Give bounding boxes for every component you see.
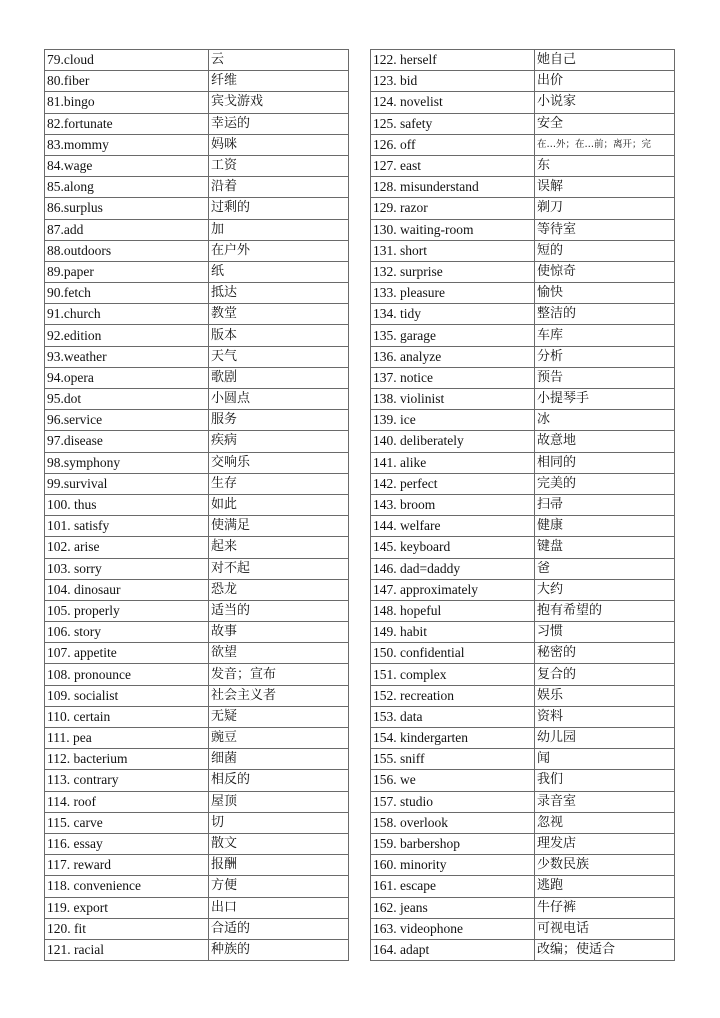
vocab-row <box>45 537 349 558</box>
english-word: 105. properly <box>45 600 209 621</box>
chinese-meaning: 键盘 <box>535 537 675 558</box>
chinese-meaning: 版本 <box>209 325 349 346</box>
vocab-row <box>45 558 349 579</box>
english-word: 107. appetite <box>45 643 209 664</box>
chinese-meaning: 出口 <box>209 897 349 918</box>
english-word: 127. east <box>371 155 535 176</box>
english-word: 102. arise <box>45 537 209 558</box>
chinese-meaning: 过剩的 <box>209 198 349 219</box>
english-word: 108. pronounce <box>45 664 209 685</box>
english-word: 117. reward <box>45 855 209 876</box>
english-word: 84.wage <box>45 155 209 176</box>
chinese-meaning: 愉快 <box>535 283 675 304</box>
chinese-meaning: 牛仔裤 <box>535 897 675 918</box>
vocab-row <box>371 706 675 727</box>
vocab-row <box>371 410 675 431</box>
chinese-meaning: 理发店 <box>535 833 675 854</box>
english-word: 157. studio <box>371 791 535 812</box>
chinese-meaning: 误解 <box>535 177 675 198</box>
vocab-row <box>45 240 349 261</box>
chinese-meaning: 合适的 <box>209 918 349 939</box>
vocab-table-left <box>44 49 349 961</box>
vocab-row <box>45 261 349 282</box>
english-word: 153. data <box>371 706 535 727</box>
english-word: 101. satisfy <box>45 516 209 537</box>
english-word: 110. certain <box>45 706 209 727</box>
chinese-meaning: 加 <box>209 219 349 240</box>
chinese-meaning: 故事 <box>209 622 349 643</box>
english-word: 163. videophone <box>371 918 535 939</box>
chinese-meaning: 恐龙 <box>209 579 349 600</box>
english-word: 111. pea <box>45 728 209 749</box>
chinese-meaning: 相反的 <box>209 770 349 791</box>
chinese-meaning: 纸 <box>209 261 349 282</box>
chinese-meaning: 社会主义者 <box>209 685 349 706</box>
english-word: 161. escape <box>371 876 535 897</box>
vocab-row <box>371 664 675 685</box>
english-word: 80.fiber <box>45 71 209 92</box>
english-word: 131. short <box>371 240 535 261</box>
english-word: 125. safety <box>371 113 535 134</box>
vocab-row <box>371 240 675 261</box>
chinese-meaning: 如此 <box>209 494 349 515</box>
chinese-meaning: 故意地 <box>535 431 675 452</box>
english-word: 141. alike <box>371 452 535 473</box>
vocab-row <box>45 494 349 515</box>
vocab-row <box>45 918 349 939</box>
vocab-row <box>45 431 349 452</box>
vocab-row <box>45 728 349 749</box>
vocab-row <box>45 664 349 685</box>
english-word: 82.fortunate <box>45 113 209 134</box>
vocab-row <box>371 833 675 854</box>
english-word: 142. perfect <box>371 473 535 494</box>
english-word: 121. racial <box>45 939 209 960</box>
vocab-row <box>371 579 675 600</box>
english-word: 98.symphony <box>45 452 209 473</box>
english-word: 96.service <box>45 410 209 431</box>
english-word: 112. bacterium <box>45 749 209 770</box>
vocab-row <box>45 134 349 155</box>
chinese-meaning: 复合的 <box>535 664 675 685</box>
vocab-row <box>371 516 675 537</box>
chinese-meaning: 相同的 <box>535 452 675 473</box>
vocab-row <box>45 579 349 600</box>
vocab-row <box>371 600 675 621</box>
vocab-row <box>45 155 349 176</box>
vocab-row <box>371 325 675 346</box>
vocab-row <box>45 198 349 219</box>
vocab-row <box>45 833 349 854</box>
chinese-meaning: 歌剧 <box>209 367 349 388</box>
english-word: 139. ice <box>371 410 535 431</box>
english-word: 149. habit <box>371 622 535 643</box>
vocab-row <box>371 346 675 367</box>
chinese-meaning: 东 <box>535 155 675 176</box>
english-word: 162. jeans <box>371 897 535 918</box>
english-word: 123. bid <box>371 71 535 92</box>
vocab-row <box>45 389 349 410</box>
chinese-meaning: 切 <box>209 812 349 833</box>
chinese-meaning: 工资 <box>209 155 349 176</box>
english-word: 87.add <box>45 219 209 240</box>
chinese-meaning: 抵达 <box>209 283 349 304</box>
vocab-row <box>45 325 349 346</box>
chinese-meaning: 等待室 <box>535 219 675 240</box>
english-word: 133. pleasure <box>371 283 535 304</box>
english-word: 147. approximately <box>371 579 535 600</box>
vocab-row <box>45 749 349 770</box>
english-word: 118. convenience <box>45 876 209 897</box>
chinese-meaning: 适当的 <box>209 600 349 621</box>
vocab-row <box>45 71 349 92</box>
english-word: 132. surprise <box>371 261 535 282</box>
english-word: 90.fetch <box>45 283 209 304</box>
chinese-meaning: 纤维 <box>209 71 349 92</box>
chinese-meaning: 大约 <box>535 579 675 600</box>
vocab-table-right-body <box>371 50 675 961</box>
vocab-row <box>45 770 349 791</box>
english-word: 130. waiting-room <box>371 219 535 240</box>
vocab-row <box>371 261 675 282</box>
chinese-meaning: 娱乐 <box>535 685 675 706</box>
english-word: 91.church <box>45 304 209 325</box>
chinese-meaning: 小圆点 <box>209 389 349 410</box>
vocab-row <box>45 410 349 431</box>
chinese-meaning: 细菌 <box>209 749 349 770</box>
chinese-meaning: 健康 <box>535 516 675 537</box>
english-word: 155. sniff <box>371 749 535 770</box>
chinese-meaning: 无疑 <box>209 706 349 727</box>
vocab-row <box>45 939 349 960</box>
vocab-row <box>45 452 349 473</box>
chinese-meaning: 方便 <box>209 876 349 897</box>
vocab-row <box>45 706 349 727</box>
vocab-row <box>45 177 349 198</box>
vocab-row <box>371 367 675 388</box>
english-word: 97.disease <box>45 431 209 452</box>
english-word: 99.survival <box>45 473 209 494</box>
chinese-meaning: 忽视 <box>535 812 675 833</box>
english-word: 156. we <box>371 770 535 791</box>
english-word: 106. story <box>45 622 209 643</box>
chinese-meaning: 闻 <box>535 749 675 770</box>
english-word: 144. welfare <box>371 516 535 537</box>
chinese-meaning: 疾病 <box>209 431 349 452</box>
english-word: 93.weather <box>45 346 209 367</box>
english-word: 116. essay <box>45 833 209 854</box>
chinese-meaning: 可视电话 <box>535 918 675 939</box>
vocab-row <box>371 728 675 749</box>
chinese-meaning: 秘密的 <box>535 643 675 664</box>
vocab-row <box>371 855 675 876</box>
english-word: 95.dot <box>45 389 209 410</box>
vocab-row <box>371 473 675 494</box>
english-word: 138. violinist <box>371 389 535 410</box>
english-word: 152. recreation <box>371 685 535 706</box>
chinese-meaning: 散文 <box>209 833 349 854</box>
vocab-row <box>45 685 349 706</box>
vocab-row <box>45 600 349 621</box>
vocab-row <box>371 537 675 558</box>
vocab-row <box>45 113 349 134</box>
chinese-meaning: 扫帚 <box>535 494 675 515</box>
chinese-meaning: 分析 <box>535 346 675 367</box>
vocab-row <box>371 198 675 219</box>
vocab-row <box>371 622 675 643</box>
chinese-meaning: 屋顶 <box>209 791 349 812</box>
english-word: 148. hopeful <box>371 600 535 621</box>
vocab-row <box>371 770 675 791</box>
vocab-row <box>371 812 675 833</box>
vocab-row <box>45 897 349 918</box>
chinese-meaning: 小说家 <box>535 92 675 113</box>
chinese-meaning: 教堂 <box>209 304 349 325</box>
chinese-meaning: 交响乐 <box>209 452 349 473</box>
chinese-meaning: 使满足 <box>209 516 349 537</box>
vocab-row <box>371 219 675 240</box>
chinese-meaning: 报酬 <box>209 855 349 876</box>
vocab-row <box>45 219 349 240</box>
english-word: 135. garage <box>371 325 535 346</box>
chinese-meaning: 车库 <box>535 325 675 346</box>
vocab-row <box>45 304 349 325</box>
chinese-meaning: 幸运的 <box>209 113 349 134</box>
chinese-meaning: 小提琴手 <box>535 389 675 410</box>
chinese-meaning: 生存 <box>209 473 349 494</box>
english-word: 113. contrary <box>45 770 209 791</box>
english-word: 120. fit <box>45 918 209 939</box>
english-word: 126. off <box>371 134 535 155</box>
vocab-row <box>45 283 349 304</box>
chinese-meaning: 预告 <box>535 367 675 388</box>
english-word: 129. razor <box>371 198 535 219</box>
vocab-row <box>371 134 675 155</box>
chinese-meaning: 云 <box>209 50 349 71</box>
chinese-meaning: 冰 <box>535 410 675 431</box>
chinese-meaning: 改编；使适合 <box>535 939 675 960</box>
chinese-meaning: 少数民族 <box>535 855 675 876</box>
vocab-table-left-body <box>45 50 349 961</box>
chinese-meaning: 对不起 <box>209 558 349 579</box>
english-word: 104. dinosaur <box>45 579 209 600</box>
vocab-row <box>371 431 675 452</box>
english-word: 114. roof <box>45 791 209 812</box>
vocab-row <box>371 92 675 113</box>
chinese-meaning: 宾戈游戏 <box>209 92 349 113</box>
chinese-meaning: 豌豆 <box>209 728 349 749</box>
chinese-meaning: 完美的 <box>535 473 675 494</box>
vocab-table-right <box>370 49 675 961</box>
english-word: 124. novelist <box>371 92 535 113</box>
english-word: 94.opera <box>45 367 209 388</box>
english-word: 88.outdoors <box>45 240 209 261</box>
chinese-meaning: 起来 <box>209 537 349 558</box>
chinese-meaning: 服务 <box>209 410 349 431</box>
english-word: 154. kindergarten <box>371 728 535 749</box>
chinese-meaning: 习惯 <box>535 622 675 643</box>
english-word: 119. export <box>45 897 209 918</box>
vocab-row <box>45 622 349 643</box>
vocab-row <box>45 367 349 388</box>
chinese-meaning: 短的 <box>535 240 675 261</box>
vocab-row <box>371 558 675 579</box>
english-word: 89.paper <box>45 261 209 282</box>
vocab-row <box>45 643 349 664</box>
english-word: 146. dad=daddy <box>371 558 535 579</box>
english-word: 143. broom <box>371 494 535 515</box>
chinese-meaning: 安全 <box>535 113 675 134</box>
vocab-row <box>371 643 675 664</box>
vocab-row <box>45 346 349 367</box>
vocab-row <box>371 113 675 134</box>
vocab-row <box>371 177 675 198</box>
english-word: 85.along <box>45 177 209 198</box>
chinese-meaning: 爸 <box>535 558 675 579</box>
english-word: 122. herself <box>371 50 535 71</box>
vocab-row <box>45 791 349 812</box>
vocab-row <box>371 283 675 304</box>
vocab-row <box>371 791 675 812</box>
english-word: 137. notice <box>371 367 535 388</box>
chinese-meaning: 使惊奇 <box>535 261 675 282</box>
english-word: 115. carve <box>45 812 209 833</box>
chinese-meaning: 整洁的 <box>535 304 675 325</box>
english-word: 92.edition <box>45 325 209 346</box>
vocab-row <box>371 685 675 706</box>
chinese-meaning: 欲望 <box>209 643 349 664</box>
english-word: 83.mommy <box>45 134 209 155</box>
english-word: 164. adapt <box>371 939 535 960</box>
vocab-row <box>45 516 349 537</box>
vocab-row <box>371 897 675 918</box>
english-word: 86.surplus <box>45 198 209 219</box>
vocab-row <box>371 749 675 770</box>
vocab-row <box>371 494 675 515</box>
vocab-row <box>371 155 675 176</box>
english-word: 128. misunderstand <box>371 177 535 198</box>
vocab-row <box>371 389 675 410</box>
vocab-row <box>371 939 675 960</box>
vocab-row <box>371 918 675 939</box>
vocab-row <box>45 855 349 876</box>
chinese-meaning: 抱有希望的 <box>535 600 675 621</box>
chinese-meaning: 我们 <box>535 770 675 791</box>
english-word: 140. deliberately <box>371 431 535 452</box>
english-word: 160. minority <box>371 855 535 876</box>
english-word: 100. thus <box>45 494 209 515</box>
vocab-row <box>45 812 349 833</box>
chinese-meaning: 出价 <box>535 71 675 92</box>
chinese-meaning: 天气 <box>209 346 349 367</box>
vocab-row <box>371 876 675 897</box>
vocab-row <box>371 71 675 92</box>
chinese-meaning: 在…外；在…前；离开；完 <box>535 134 675 155</box>
english-word: 145. keyboard <box>371 537 535 558</box>
chinese-meaning: 种族的 <box>209 939 349 960</box>
vocab-row <box>371 50 675 71</box>
chinese-meaning: 她自己 <box>535 50 675 71</box>
english-word: 103. sorry <box>45 558 209 579</box>
vocab-row <box>45 876 349 897</box>
english-word: 136. analyze <box>371 346 535 367</box>
chinese-meaning: 剃刀 <box>535 198 675 219</box>
english-word: 79.cloud <box>45 50 209 71</box>
english-word: 109. socialist <box>45 685 209 706</box>
vocab-row <box>371 304 675 325</box>
english-word: 81.bingo <box>45 92 209 113</box>
chinese-meaning: 发音；宣布 <box>209 664 349 685</box>
vocab-row <box>45 92 349 113</box>
chinese-meaning: 在户外 <box>209 240 349 261</box>
chinese-meaning: 妈咪 <box>209 134 349 155</box>
vocab-row <box>45 50 349 71</box>
vocab-row <box>45 473 349 494</box>
english-word: 151. complex <box>371 664 535 685</box>
english-word: 158. overlook <box>371 812 535 833</box>
english-word: 134. tidy <box>371 304 535 325</box>
chinese-meaning: 沿着 <box>209 177 349 198</box>
english-word: 150. confidential <box>371 643 535 664</box>
english-word: 159. barbershop <box>371 833 535 854</box>
vocab-row <box>371 452 675 473</box>
chinese-meaning: 资料 <box>535 706 675 727</box>
chinese-meaning: 录音室 <box>535 791 675 812</box>
chinese-meaning: 逃跑 <box>535 876 675 897</box>
chinese-meaning: 幼儿园 <box>535 728 675 749</box>
